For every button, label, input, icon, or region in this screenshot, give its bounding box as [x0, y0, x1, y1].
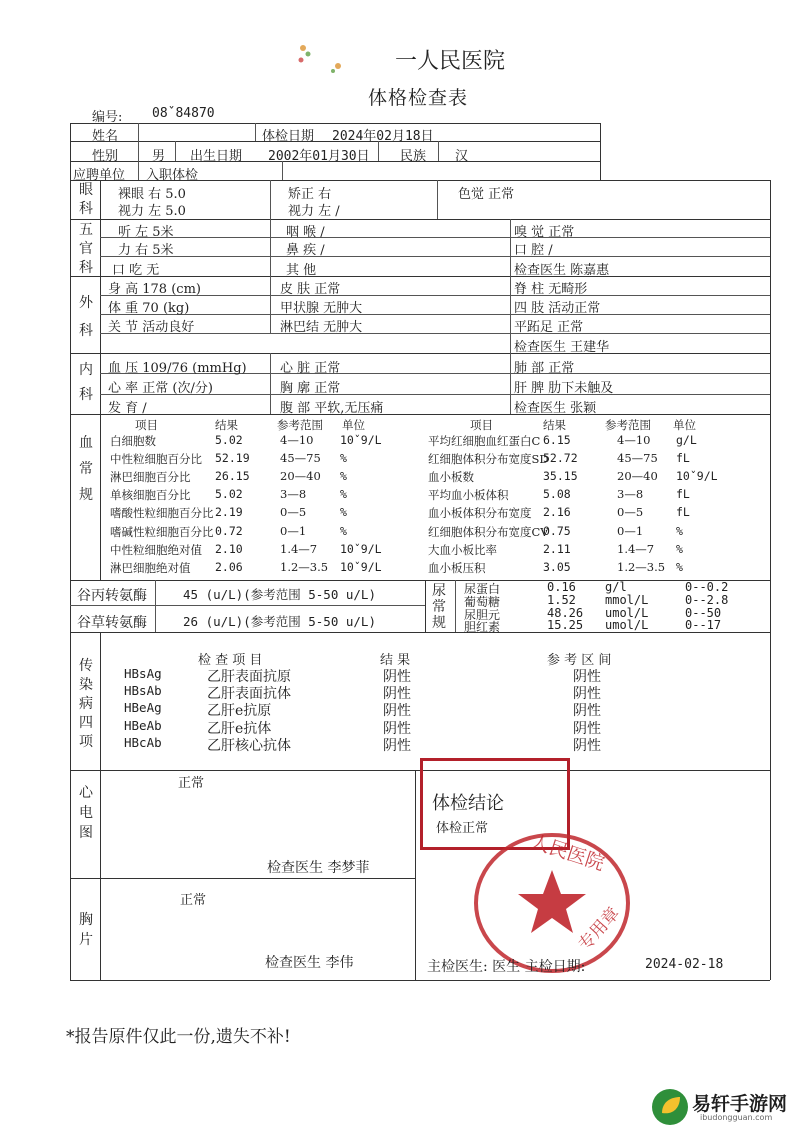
blood-left-ref: 0—5: [280, 505, 307, 520]
inf-result: 阴性: [383, 720, 411, 737]
urine-item: 胆红素: [464, 620, 501, 635]
blood-left-unit: %: [340, 505, 347, 520]
section-xray: 胸片: [79, 912, 93, 948]
blood-left-item: 淋巴细胞百分比: [110, 470, 191, 485]
blood-right-item: 平均红细胞血红蛋白C: [428, 434, 541, 448]
urine-item: 葡萄糖: [464, 594, 501, 609]
urine-unit: umol/L: [605, 618, 649, 633]
urine-unit: g/l: [605, 580, 627, 594]
nose: 鼻 疾 /: [286, 243, 325, 258]
inf-name: 乙肝核心抗体: [207, 737, 291, 754]
urine-ref: 0--2.8: [685, 592, 729, 607]
footer-note: *报告原件仅此一份,遗失不补!: [66, 1027, 291, 1047]
blood-right-unit: 10ˇ9/L: [676, 469, 718, 484]
blood-right-ref: 4—10: [617, 433, 651, 447]
inf-header-result: 结 果: [380, 653, 411, 668]
stamp-text: 人民医院: [527, 830, 608, 876]
employer-label: 应聘单位: [73, 168, 126, 183]
blood-right-unit: fL: [676, 451, 690, 466]
blood-left-ref: 1.4—7: [280, 541, 318, 556]
blood-right-item: 血小板体积分布宽度: [428, 506, 532, 521]
blood-left-ref: 45—75: [280, 451, 321, 466]
urine-ref: 0--17: [685, 618, 722, 633]
blood-header-result: 结果: [215, 418, 238, 432]
blood-header-unit-2: 单位: [673, 418, 696, 432]
blood-left-result: 5.02: [215, 433, 243, 447]
blood-right-result: 2.16: [543, 505, 571, 520]
flatfoot: 平跖足 正常: [514, 320, 584, 335]
alt-label: 谷丙转氨酶: [77, 588, 147, 604]
urine-ref: 0--0.2: [685, 580, 729, 594]
urine-unit: mmol/L: [605, 592, 649, 607]
blood-header-item: 项目: [135, 418, 158, 432]
blood-left-ref: 20—40: [280, 469, 321, 484]
birth-label: 出生日期: [190, 149, 243, 164]
section-surgery: 外科: [79, 295, 93, 339]
ecg-result: 正常: [178, 776, 205, 791]
watermark-leaf-icon: [650, 1087, 690, 1127]
inf-header-item: 检 查 项 目: [198, 653, 263, 668]
hearing-right: 力 右 5米: [118, 243, 174, 258]
inf-ref: 阴性: [573, 737, 601, 754]
conclusion-text: 体检正常: [436, 821, 489, 836]
blood-right-ref: 20—40: [617, 469, 658, 484]
section-urine: 尿常规: [432, 583, 446, 631]
inf-code: HBcAb: [124, 734, 162, 750]
blood-left-ref: 0—1: [280, 523, 307, 538]
smell: 嗅 觉 正常: [514, 225, 575, 240]
blood-left-unit: %: [340, 451, 347, 466]
urine-item: 尿胆元: [464, 607, 501, 622]
blood-left-item: 中性粒细胞绝对值: [110, 542, 202, 557]
exam-date-label: 体检日期: [262, 129, 315, 144]
urine-ref: 0--50: [685, 605, 722, 620]
stutter: 口 吃 无: [112, 263, 160, 278]
urine-result: 1.52: [547, 592, 576, 607]
ecg-doctor: 检查医生 李梦菲: [267, 860, 370, 876]
blood-right-result: 2.11: [543, 541, 571, 556]
blood-right-result: 52.72: [543, 451, 578, 466]
thyroid: 甲状腺 无肿大: [280, 301, 363, 316]
alt-value: 45 (u/L)(参考范围 5-50 u/L): [183, 587, 376, 602]
blood-left-item: 淋巴细胞绝对值: [110, 560, 191, 575]
blood-right-unit: fL: [676, 505, 690, 520]
blood-left-ref: 1.2—3.5: [280, 559, 329, 574]
blood-header-ref: 参考范围: [277, 418, 323, 432]
employer-value: 入职体检: [146, 168, 199, 183]
blood-right-unit: %: [676, 541, 683, 556]
heart: 心 脏 正常: [280, 361, 341, 376]
urine-item: 尿蛋白: [464, 582, 501, 596]
blood-left-result: 5.02: [215, 487, 243, 502]
section-ent: 五官科: [79, 222, 93, 276]
blood-left-unit: %: [340, 487, 347, 502]
watermark: [640, 1085, 800, 1129]
blood-right-unit: %: [676, 523, 683, 538]
urine-result: 15.25: [547, 618, 584, 633]
ast-label: 谷草转氨酶: [77, 615, 147, 631]
blood-right-item: 血小板压积: [428, 560, 486, 575]
blood-right-ref: 0—1: [617, 523, 644, 538]
blood-left-result: 2.19: [215, 505, 243, 520]
urine-result: 0.16: [547, 580, 576, 594]
inf-result: 阴性: [383, 703, 411, 720]
blood-right-result: 5.08: [543, 487, 571, 502]
watermark-name: 易轩手游网: [692, 1093, 788, 1115]
blood-right-item: 血小板数: [428, 470, 474, 485]
blood-right-result: 3.05: [543, 559, 571, 574]
ethnic-label: 民族: [400, 149, 427, 164]
inf-ref: 阴性: [573, 720, 601, 737]
heart-rate: 心 率 正常 (次/分): [108, 381, 213, 396]
gender-label: 性别: [92, 149, 119, 164]
blood-pressure: 血 压 109/76 (mmHg): [108, 361, 247, 376]
inf-ref: 阴性: [573, 686, 601, 703]
lung: 肺 部 正常: [514, 361, 575, 376]
ast-value: 26 (u/L)(参考范围 5-50 u/L): [183, 614, 376, 629]
blood-left-result: 26.15: [215, 469, 250, 484]
abdomen: 腹 部 平软,无压痛: [280, 401, 384, 416]
inf-header-ref: 参 考 区 间: [547, 653, 612, 668]
blood-left-result: 52.19: [215, 451, 250, 466]
urine-result: 48.26: [547, 605, 584, 620]
blood-header-ref-2: 参考范围: [605, 418, 651, 432]
blood-left-ref: 4—10: [280, 433, 314, 447]
blood-header-result-2: 结果: [543, 418, 566, 432]
growth: 发 育 /: [108, 401, 147, 416]
inf-name: 乙肝表面抗原: [207, 669, 291, 685]
blood-left-ref: 3—8: [280, 487, 307, 502]
section-blood: 血常规: [79, 435, 93, 503]
liver-spleen: 肝 脾 肋下未触及: [514, 381, 614, 396]
height: 身 高 178 (cm): [108, 282, 201, 297]
serial-label: 编号:: [92, 110, 123, 125]
blood-right-unit: g/L: [676, 433, 697, 447]
xray-result: 正常: [180, 893, 207, 908]
blood-right-item: 大血小板比率: [428, 542, 497, 557]
blood-left-unit: %: [340, 469, 347, 484]
internal-doctor: 检查医生 张颖: [514, 401, 597, 416]
conclusion-title: 体检结论: [432, 793, 504, 814]
inf-ref: 阴性: [573, 669, 601, 685]
blood-right-unit: %: [676, 559, 683, 574]
inf-result: 阴性: [383, 686, 411, 703]
chest: 胸 廓 正常: [280, 381, 341, 396]
spine: 脊 柱 无畸形: [514, 282, 588, 297]
section-internal: 内科: [79, 362, 93, 403]
name-label: 姓名: [92, 129, 119, 144]
throat: 咽 喉 /: [286, 225, 325, 240]
blood-right-ref: 45—75: [617, 451, 658, 466]
urine-unit: umol/L: [605, 605, 649, 620]
blood-right-result: 35.15: [543, 469, 578, 484]
blood-left-item: 嗜酸性粒细胞百分比: [110, 506, 214, 521]
blood-left-unit: 10ˇ9/L: [340, 559, 382, 574]
gender-value: 男: [152, 149, 166, 164]
blood-right-item: 平均血小板体积: [428, 488, 509, 503]
inf-ref: 阴性: [573, 703, 601, 720]
blood-left-item: 单核细胞百分比: [110, 488, 191, 503]
joint: 关 节 活动良好: [108, 320, 195, 335]
naked-eye-left: 视力 左 5.0: [118, 204, 186, 219]
blood-header-unit: 单位: [342, 418, 365, 432]
color-vision: 色觉 正常: [458, 187, 515, 202]
ent-other: 其 他: [286, 263, 317, 278]
exam-date: 2024年02月18日: [332, 129, 434, 144]
surgery-doctor: 检查医生 王建华: [514, 340, 610, 355]
section-ecg: 心电图: [79, 785, 93, 841]
blood-right-item: 红细胞体积分布宽度SD: [428, 452, 549, 467]
blood-right-unit: fL: [676, 487, 690, 502]
skin: 皮 肤 正常: [280, 282, 341, 297]
blood-left-unit: %: [340, 523, 347, 538]
blood-left-item: 白细胞数: [110, 434, 156, 448]
naked-eye-right: 裸眼 右 5.0: [118, 187, 186, 202]
blood-left-result: 0.72: [215, 523, 243, 538]
blood-left-item: 嗜碱性粒细胞百分比: [110, 524, 214, 539]
chief-date: 2024-02-18: [645, 957, 724, 972]
serial-number: 08ˇ84870: [152, 106, 215, 121]
inf-code: HBsAb: [124, 683, 162, 699]
section-eye: 眼科: [79, 182, 93, 217]
inf-name: 乙肝e抗原: [207, 703, 272, 720]
blood-left-unit: 10ˇ9/L: [340, 541, 382, 556]
hospital-logo: [295, 38, 345, 78]
inf-name: 乙肝表面抗体: [207, 686, 291, 703]
ethnic-value: 汉: [455, 149, 469, 164]
xray-doctor: 检查医生 李伟: [265, 955, 354, 971]
blood-left-result: 2.06: [215, 559, 243, 574]
blood-right-ref: 1.4—7: [617, 541, 655, 556]
blood-right-ref: 3—8: [617, 487, 644, 502]
inf-code: HBsAg: [124, 666, 162, 681]
blood-right-ref: 1.2—3.5: [617, 559, 666, 574]
blood-right-result: 6.15: [543, 433, 571, 447]
inf-result: 阴性: [383, 737, 411, 754]
blood-left-item: 中性粒细胞百分比: [110, 452, 202, 467]
birth-value: 2002年01月30日: [268, 149, 370, 164]
weight: 体 重 70 (kg): [108, 301, 190, 316]
blood-right-result: 0.75: [543, 523, 571, 538]
blood-right-item: 红细胞体积分布宽度CV: [428, 524, 549, 539]
stamp-subtext: 专用章: [574, 903, 624, 955]
section-infectious: 传染病四项: [79, 658, 93, 750]
blood-header-item-2: 项目: [470, 418, 493, 432]
inf-result: 阴性: [383, 669, 411, 685]
mouth: 口 腔 /: [514, 243, 553, 258]
blood-right-ref: 0—5: [617, 505, 644, 520]
corrected-right: 矫正 右: [288, 187, 332, 202]
inf-code: HBeAg: [124, 700, 162, 716]
lymph: 淋巴结 无肿大: [280, 320, 363, 335]
ent-doctor: 检查医生 陈嘉惠: [514, 263, 610, 278]
corrected-left: 视力 左 /: [288, 204, 340, 219]
watermark-url: ibudongguan.com: [700, 1113, 773, 1122]
form-title: 体格检查表: [368, 87, 469, 109]
blood-left-unit: 10ˇ9/L: [340, 433, 382, 447]
hearing-left: 听 左 5米: [118, 225, 174, 240]
blood-left-result: 2.10: [215, 541, 243, 556]
chief-doctor: 主检医生: 医生 主检日期:: [427, 959, 586, 975]
limbs: 四 肢 活动正常: [514, 301, 601, 316]
inf-code: HBeAb: [124, 717, 162, 733]
inf-name: 乙肝e抗体: [207, 720, 272, 737]
hospital-name: 一人民医院: [395, 49, 506, 74]
